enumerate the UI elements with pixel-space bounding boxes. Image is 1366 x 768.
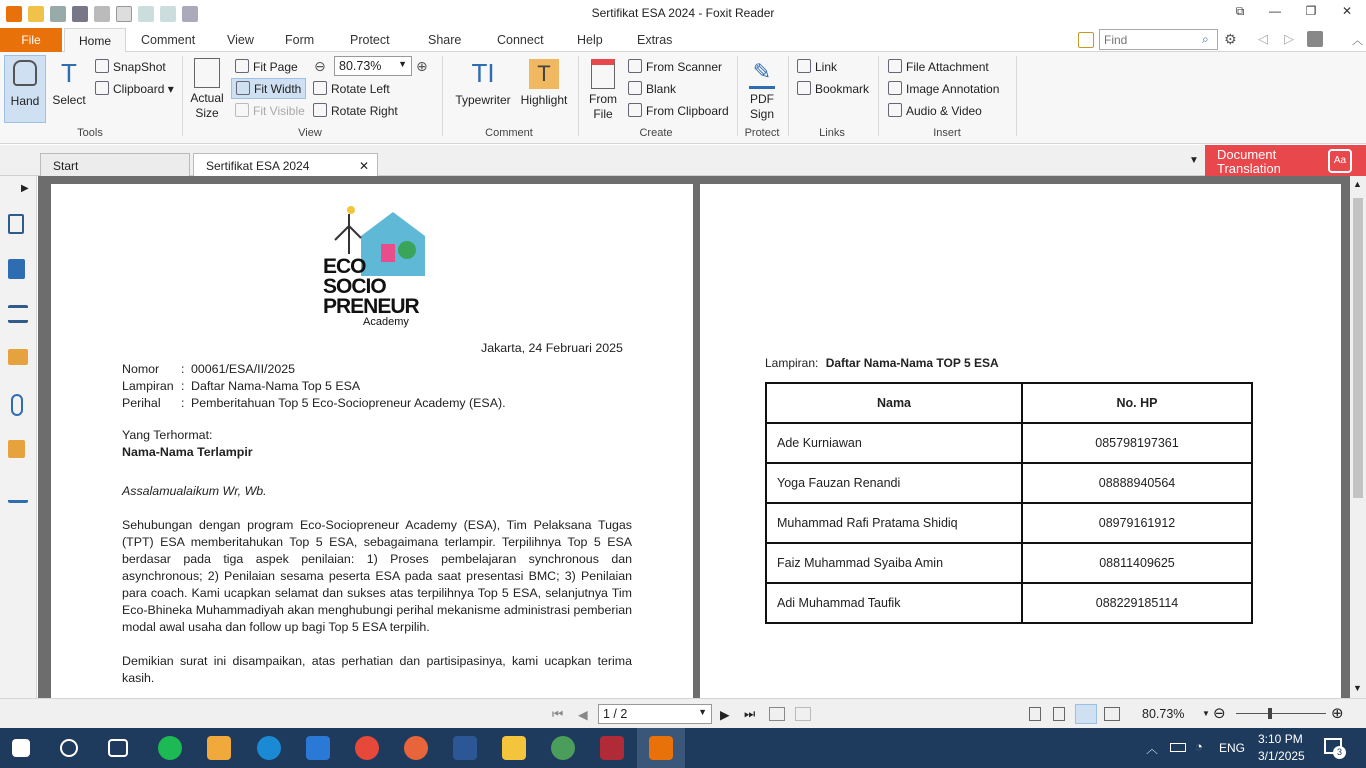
firefox-icon[interactable] — [404, 736, 428, 760]
battery-icon[interactable] — [1170, 743, 1186, 752]
group-label-protect: Protect — [744, 127, 780, 139]
vertical-scrollbar[interactable] — [1350, 176, 1366, 698]
ribbon — [0, 52, 1366, 144]
bookmark-label: Bookmark — [815, 82, 870, 96]
from-clipboard-label: From Clipboard — [646, 104, 729, 118]
close-button[interactable]: ✕ — [1341, 4, 1353, 18]
file-attachment-label: File Attachment — [906, 60, 989, 74]
tab-comment[interactable]: Comment — [141, 33, 196, 47]
tab-extras[interactable]: Extras — [637, 33, 673, 47]
spotify-icon[interactable] — [158, 736, 182, 760]
clipboard-button[interactable]: Clipboard ▾ — [95, 81, 174, 96]
pen-icon: ✎ — [749, 59, 775, 89]
mail-icon[interactable] — [306, 736, 330, 760]
scroll-down-icon[interactable]: ▼ — [1353, 683, 1362, 693]
snapshot-button[interactable] — [95, 59, 166, 74]
scroll-up-icon[interactable]: ▲ — [1353, 179, 1362, 189]
forward-icon[interactable]: ▷ — [1284, 31, 1294, 46]
logo-line-socio: SOCIO — [323, 275, 386, 298]
tab-file[interactable]: File — [0, 28, 62, 52]
word-icon[interactable] — [453, 736, 477, 760]
layers-icon[interactable] — [8, 305, 28, 323]
lock-icon[interactable] — [8, 440, 25, 458]
clock-date[interactable]: 3/1/2025 — [1258, 749, 1305, 763]
mendeley-icon[interactable] — [600, 736, 624, 760]
from-file-button[interactable] — [584, 55, 622, 127]
separator — [182, 56, 183, 136]
chevron-down-icon[interactable]: ▼ — [1202, 709, 1210, 718]
tab-connect[interactable]: Connect — [497, 33, 544, 47]
translate-icon: Aa — [1328, 149, 1352, 173]
blank-label: Blank — [646, 82, 677, 96]
fit-width-button[interactable] — [231, 78, 306, 99]
signature-icon[interactable] — [8, 485, 28, 503]
link-label: Link — [815, 60, 838, 74]
pdf-sign-label: PDF Sign — [749, 92, 775, 121]
document-viewer[interactable] — [38, 176, 1350, 698]
edge-icon[interactable] — [257, 736, 281, 760]
search-icon[interactable] — [60, 739, 78, 757]
zoom-out-icon[interactable]: ⊖ — [314, 58, 326, 74]
rotate-right-label: Rotate Right — [331, 104, 398, 118]
highlight-label: Highlight — [520, 93, 568, 107]
scrollbar-thumb[interactable] — [1353, 198, 1363, 498]
fit-page-icon — [235, 59, 249, 73]
continuous-icon[interactable] — [1053, 707, 1065, 721]
scanner-icon — [628, 59, 642, 73]
table-row — [766, 583, 1252, 623]
table-row — [766, 423, 1252, 463]
rotate-left-label: Rotate Left — [331, 82, 390, 96]
windows-start-icon[interactable] — [12, 739, 30, 757]
search-icon[interactable]: ⌕ — [1202, 32, 1209, 46]
notification-count-badge: 3 — [1333, 746, 1346, 759]
rotate-right-icon — [313, 103, 327, 117]
fit-width-label: Fit Width — [254, 82, 302, 96]
tab-help[interactable]: Help — [577, 33, 603, 47]
body-paragraph-1: Sehubungan dengan program Eco-Sociopreneur Academy (ESA), Tim Pelaksana Tugas (TPT) ESA memberitahukan Top 5 ESA, sebagaimana terlampir. Terpilihnya Top 5 ESA berdasar pada tiga aspek penilaian: 1) Proses pembelajaran synchronous dan asynchronous; 2) Penilaian sesama peserta ESA pada saat presentasi BMC; 3) Penilaian para coach. Kami ucapkan selamat dan sukses atas terpilihnya Top 5 ESA, selanjutnya Tim Eco-Bhineka Muhammadiyah akan menghubungi perihal mekanisme administrasi pemberian modal awal usaha dan follow up bagi Top 5 ESA terpilih. — [122, 518, 632, 634]
phone-cell: 08888940564 — [1022, 463, 1252, 503]
hand-label: Hand — [10, 94, 40, 108]
page-number-field[interactable] — [598, 704, 712, 724]
image-icon — [888, 81, 902, 95]
link-icon — [797, 59, 811, 73]
name-cell: Faiz Muhammad Syaiba Amin — [766, 543, 1022, 583]
audio-video-button[interactable] — [888, 103, 982, 118]
previous-view-icon[interactable] — [769, 707, 785, 721]
header-no-hp: No. HP — [1022, 383, 1252, 423]
name-cell: Ade Kurniawan — [766, 423, 1022, 463]
image-annotation-label: Image Annotation — [906, 82, 1000, 96]
title-bar — [0, 0, 1366, 28]
page-number-value: 1 / 2 — [603, 707, 628, 721]
attachment-heading — [765, 356, 999, 370]
attachment-title: Daftar Nama-Nama TOP 5 ESA — [825, 356, 999, 370]
salutation: Yang Terhormat: — [122, 428, 213, 442]
pdf-page-2[interactable] — [700, 184, 1341, 698]
zoom-select[interactable] — [334, 56, 412, 76]
nomor-colon: : — [181, 362, 185, 376]
next-view-icon[interactable] — [795, 707, 811, 721]
search-options-icon[interactable] — [1078, 32, 1094, 48]
separator — [442, 56, 443, 136]
expand-panel-icon[interactable]: ▶ — [21, 183, 29, 194]
user-icon[interactable] — [1307, 31, 1323, 47]
blank-button[interactable] — [628, 81, 676, 96]
separator — [878, 56, 879, 136]
perihal-colon: : — [181, 396, 185, 410]
names-table — [765, 382, 1253, 624]
wifi-icon[interactable]: ◔ — [1195, 739, 1203, 754]
hand-button[interactable] — [4, 55, 46, 123]
menu-bar — [0, 28, 1366, 52]
greeting: Assalamualaikum Wr, Wb. — [122, 484, 267, 498]
chevron-down-icon: ▼ — [698, 707, 707, 717]
logo-line-preneur: PRENEUR — [323, 295, 419, 318]
file-attachment-button[interactable] — [888, 59, 989, 74]
pages-icon[interactable] — [8, 259, 25, 279]
rotate-left-icon — [313, 81, 327, 95]
language-indicator[interactable]: ENG — [1219, 741, 1246, 755]
comments-icon[interactable] — [8, 349, 28, 365]
back-icon[interactable]: ◁ — [1258, 31, 1268, 46]
fit-visible-icon — [235, 103, 249, 117]
zoom-value-status[interactable]: 80.73% — [1142, 707, 1185, 721]
clipboard-label: Clipboard — [113, 82, 165, 96]
first-page-icon[interactable]: ⏮ — [552, 707, 564, 721]
bookmark-icon — [797, 81, 811, 95]
phone-cell: 08811409625 — [1022, 543, 1252, 583]
maximize-button[interactable]: ❐ — [1305, 4, 1317, 18]
name-cell: Yoga Fauzan Renandi — [766, 463, 1022, 503]
fit-page-button[interactable] — [235, 59, 298, 74]
status-bar — [0, 698, 1366, 728]
document-translation-button[interactable] — [1205, 145, 1366, 176]
select-label: Select — [52, 93, 86, 107]
name-cell: Muhammad Rafi Pratama Shidiq — [766, 503, 1022, 543]
eco-sociopreneur-logo — [321, 206, 431, 326]
phone-cell: 08979161912 — [1022, 503, 1252, 543]
perihal-value: Pemberitahuan Top 5 Eco-Sociopreneur Academy (ESA). — [191, 396, 506, 410]
link-button[interactable] — [797, 59, 837, 74]
restore-window-icon[interactable]: ⧉ — [1235, 4, 1245, 18]
chrome-profile-icon[interactable] — [551, 736, 575, 760]
perihal-label: Perihal — [122, 396, 161, 410]
clipboard-icon — [628, 103, 642, 117]
lampiran-value: Daftar Nama-Nama Top 5 ESA — [191, 379, 361, 393]
file-explorer-icon[interactable] — [502, 736, 526, 760]
doc-translation-line2: Translation — [1217, 161, 1281, 176]
phone-cell: 085798197361 — [1022, 423, 1252, 463]
document-tab-row — [0, 145, 1366, 176]
separator — [578, 56, 579, 136]
from-scanner-label: From Scanner — [646, 60, 723, 74]
task-view-icon[interactable] — [108, 739, 128, 757]
rotate-right-button[interactable] — [313, 103, 398, 118]
navigation-panel — [0, 176, 37, 698]
zoom-in-icon[interactable]: ⊕ — [1331, 705, 1344, 722]
table-header-row — [766, 383, 1252, 423]
group-label-links: Links — [819, 127, 845, 139]
zoom-value: 80.73% — [339, 59, 382, 73]
table-row — [766, 503, 1252, 543]
video-icon — [888, 103, 902, 117]
snapshot-label: SnapShot — [113, 60, 166, 74]
windows-taskbar — [0, 728, 1366, 768]
actual-size-icon — [194, 58, 220, 88]
highlight-icon: T — [529, 59, 559, 89]
group-label-create: Create — [639, 127, 673, 139]
select-cursor-icon: T — [61, 58, 77, 88]
addressee: Nama-Nama Terlampir — [122, 445, 253, 459]
letter-date: Jakarta, 24 Februari 2025 — [481, 341, 623, 355]
select-button[interactable] — [50, 55, 88, 123]
tab-start-label: Start — [53, 159, 79, 173]
separator — [788, 56, 789, 136]
nomor-value: 00061/ESA/II/2025 — [191, 362, 296, 376]
tab-document[interactable] — [193, 153, 378, 176]
table-row — [766, 543, 1252, 583]
group-label-tools: Tools — [77, 127, 103, 139]
store-icon[interactable] — [207, 736, 231, 760]
tab-share[interactable]: Share — [428, 33, 462, 47]
lampiran-label: Lampiran — [122, 379, 174, 393]
audio-video-label: Audio & Video — [906, 104, 982, 118]
phone-cell: 088229185114 — [1022, 583, 1252, 623]
group-label-view: View — [298, 127, 322, 139]
clock-time[interactable]: 3:10 PM — [1258, 732, 1303, 746]
foxit-icon[interactable] — [649, 736, 673, 760]
fit-visible-label: Fit Visible — [253, 104, 305, 118]
attachment-label: Lampiran: — [765, 356, 819, 370]
attachments-icon[interactable] — [11, 394, 23, 416]
from-scanner-button[interactable] — [628, 59, 722, 74]
typewriter-button[interactable] — [450, 55, 516, 123]
close-icon[interactable]: ✕ — [358, 159, 369, 173]
facing-icon[interactable] — [1075, 704, 1097, 724]
blank-page-icon — [628, 81, 642, 95]
pdf-page-1[interactable] — [51, 184, 693, 698]
zoom-slider-handle[interactable] — [1268, 708, 1272, 719]
tab-document-label: Sertifikat ESA 2024 — [206, 159, 310, 173]
chevron-down-icon: ▼ — [398, 59, 407, 69]
tab-protect[interactable]: Protect — [350, 33, 390, 47]
rotate-left-button[interactable] — [313, 81, 390, 96]
page-thumbnail-icon[interactable] — [8, 214, 24, 234]
previous-page-icon[interactable]: ◀ — [578, 708, 588, 722]
actual-size-label: Actual Size — [190, 91, 224, 120]
clipboard-icon — [95, 81, 109, 95]
tab-view[interactable]: View — [227, 33, 254, 47]
last-page-icon[interactable]: ⏭ — [744, 707, 756, 721]
camera-icon — [95, 59, 109, 73]
tab-form[interactable]: Form — [285, 33, 315, 47]
continuous-facing-icon[interactable] — [1104, 707, 1120, 721]
fit-visible-button[interactable] — [235, 103, 305, 118]
chevron-up-icon[interactable]: ︿ — [1146, 742, 1159, 756]
from-file-label: From File — [589, 92, 617, 121]
separator — [737, 56, 738, 136]
name-cell: Adi Muhammad Taufik — [766, 583, 1022, 623]
collapse-ribbon-icon[interactable]: ︿ — [1352, 35, 1363, 47]
zoom-out-icon[interactable]: ⊖ — [1213, 705, 1226, 722]
tab-start[interactable] — [40, 153, 190, 176]
actual-size-button[interactable] — [188, 55, 226, 127]
nomor-label: Nomor — [122, 362, 160, 376]
typewriter-icon: TI — [471, 58, 495, 88]
pdf-sign-button[interactable] — [742, 55, 782, 127]
chrome-icon[interactable] — [355, 736, 379, 760]
separator — [1016, 56, 1017, 136]
group-label-comment: Comment — [485, 127, 533, 139]
group-label-insert: Insert — [933, 127, 961, 139]
gear-icon[interactable]: ⚙ — [1224, 31, 1237, 47]
typewriter-label: Typewriter — [455, 93, 511, 107]
chevron-down-icon[interactable]: ▼ — [1189, 155, 1199, 166]
from-clipboard-button[interactable] — [628, 103, 729, 118]
table-row — [766, 463, 1252, 503]
image-annotation-button[interactable] — [888, 81, 999, 96]
fit-width-icon — [236, 81, 250, 95]
bookmark-button[interactable] — [797, 81, 869, 96]
body-paragraph-2: Demikian surat ini disampaikan, atas perhatian dan partisipasinya, kami ucapkan terima kasih. — [122, 654, 632, 685]
next-page-icon[interactable]: ▶ — [720, 708, 730, 722]
window-title: Sertifikat ESA 2024 - Foxit Reader — [591, 6, 775, 20]
lampiran-colon: : — [181, 379, 185, 393]
tab-home[interactable]: Home — [64, 28, 126, 53]
minimize-button[interactable]: — — [1269, 4, 1281, 18]
fit-page-label: Fit Page — [253, 60, 298, 74]
header-nama: Nama — [766, 383, 1022, 423]
zoom-slider[interactable] — [1236, 713, 1326, 714]
single-page-icon[interactable] — [1029, 707, 1041, 721]
paperclip-icon — [888, 59, 902, 73]
logo-line-academy: Academy — [363, 316, 409, 328]
highlight-button[interactable] — [517, 55, 571, 123]
search-input[interactable] — [1099, 29, 1218, 50]
zoom-in-icon[interactable]: ⊕ — [416, 58, 428, 74]
hand-icon — [13, 60, 37, 86]
from-file-icon — [591, 59, 615, 89]
logo-line-eco: ECO — [323, 255, 366, 278]
doc-translation-line1: Document — [1217, 147, 1277, 162]
